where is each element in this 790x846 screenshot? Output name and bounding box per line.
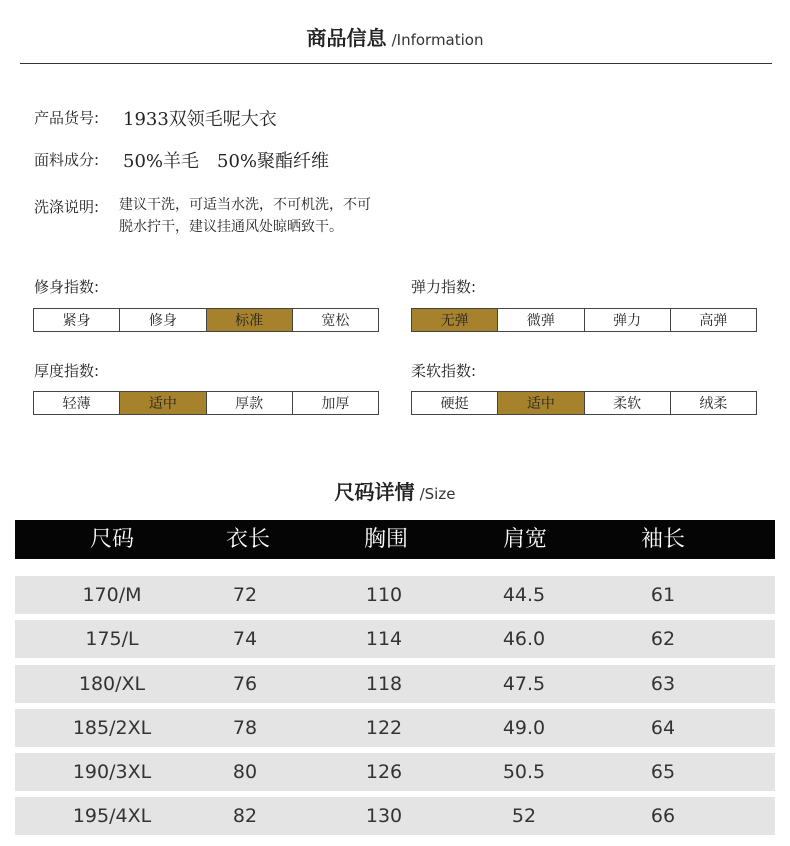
fit-index-title: 修身指数: [34, 278, 100, 296]
elasticity-option: 微弹 [497, 309, 583, 331]
cell-size: 190/3XL [72, 761, 152, 783]
cell-shoulder: 49.0 [502, 717, 546, 739]
header-shoulder: 肩宽 [502, 527, 547, 552]
softness-option: 硬挺 [440, 396, 469, 412]
table-row [15, 665, 775, 703]
thickness-index-scale [33, 391, 379, 415]
fabric-value: 50%羊毛 50%聚酯纤维 [123, 151, 330, 172]
cell-chest: 130 [365, 805, 403, 827]
cell-chest: 118 [365, 673, 403, 695]
size-title: 尺码详情 [334, 480, 415, 504]
fit-option: 修身 [119, 309, 205, 331]
size-title-en: /Size [419, 485, 456, 503]
cell-size: 175/L [85, 628, 139, 650]
fit-index-scale [33, 308, 379, 332]
product-no-label: 产品货号: [34, 109, 100, 127]
cell-shoulder: 52 [511, 805, 537, 827]
cell-sleeve: 65 [650, 761, 676, 783]
thickness-option: 加厚 [292, 392, 378, 414]
cell-shoulder: 46.0 [502, 628, 546, 650]
info-title: 商品信息 [306, 26, 387, 50]
table-row [15, 620, 775, 658]
info-section-header [0, 22, 790, 51]
info-divider [20, 63, 772, 64]
table-row [15, 797, 775, 835]
cell-shoulder: 47.5 [502, 673, 546, 695]
elasticity-option: 无弹 [412, 309, 497, 331]
softness-index-title: 柔软指数: [411, 362, 477, 380]
wash-label: 洗涤说明: [34, 198, 100, 216]
cell-chest: 110 [365, 584, 403, 606]
product-no-value: 1933双领毛呢大衣 [123, 109, 277, 130]
table-row [15, 576, 775, 614]
size-section-header [0, 476, 790, 505]
table-row [15, 753, 775, 791]
cell-size: 170/M [82, 584, 142, 606]
thickness-index-title: 厚度指数: [34, 362, 100, 380]
header-chest: 胸围 [363, 527, 408, 552]
cell-length: 76 [232, 673, 258, 695]
fit-option: 宽松 [292, 309, 378, 331]
elasticity-option: 高弹 [670, 309, 756, 331]
cell-shoulder: 50.5 [502, 761, 546, 783]
cell-sleeve: 64 [650, 717, 676, 739]
header-size: 尺码 [89, 527, 134, 552]
cell-length: 74 [232, 628, 258, 650]
fabric-label: 面料成分: [34, 151, 100, 169]
softness-option: 柔软 [584, 392, 670, 414]
thickness-option: 适中 [119, 392, 205, 414]
cell-chest: 114 [365, 628, 403, 650]
cell-size: 180/XL [78, 673, 146, 695]
size-table-header [15, 520, 775, 559]
softness-index-scale [411, 391, 757, 415]
cell-length: 80 [232, 761, 258, 783]
cell-size: 185/2XL [72, 717, 152, 739]
cell-length: 78 [232, 717, 258, 739]
fit-option: 紧身 [62, 313, 91, 329]
elasticity-index-title: 弹力指数: [411, 278, 477, 296]
elasticity-index-scale [411, 308, 757, 332]
thickness-option: 厚款 [206, 392, 292, 414]
softness-option: 适中 [497, 392, 583, 414]
cell-size: 195/4XL [72, 805, 152, 827]
cell-length: 72 [232, 584, 258, 606]
elasticity-option: 弹力 [584, 309, 670, 331]
cell-sleeve: 66 [650, 805, 676, 827]
fit-option: 标准 [206, 309, 292, 331]
header-length: 衣长 [225, 527, 270, 552]
cell-sleeve: 63 [650, 673, 676, 695]
info-title-en: /Information [391, 31, 484, 49]
cell-shoulder: 44.5 [502, 584, 546, 606]
cell-length: 82 [232, 805, 258, 827]
table-row [15, 709, 775, 747]
wash-value: 建议干洗，可适当水洗，不可机洗，不可脱水拧干，建议挂通风处晾晒致干。 [119, 197, 371, 235]
thickness-option: 轻薄 [62, 396, 91, 412]
cell-chest: 126 [365, 761, 403, 783]
header-sleeve: 袖长 [640, 527, 685, 552]
cell-sleeve: 61 [650, 584, 676, 606]
cell-sleeve: 62 [650, 628, 676, 650]
softness-option: 绒柔 [670, 392, 756, 414]
cell-chest: 122 [365, 717, 403, 739]
